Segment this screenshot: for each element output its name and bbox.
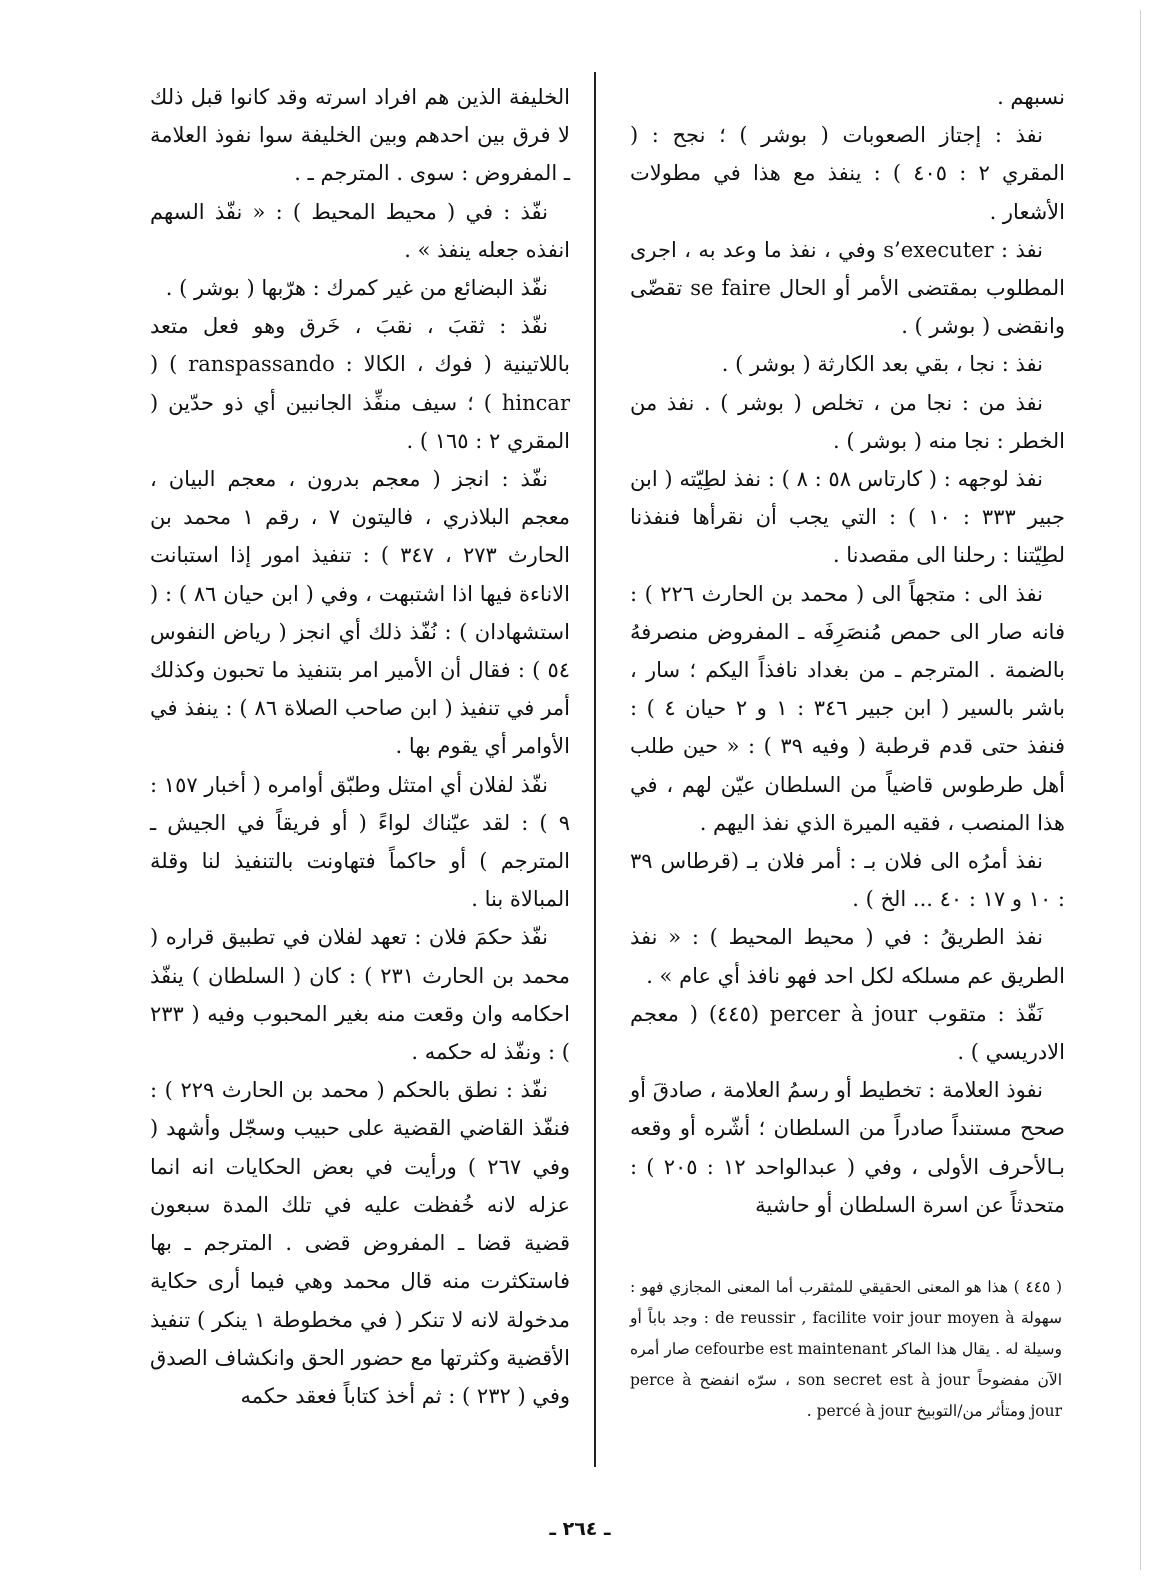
entry-paragraph: نفذ : نجا ، بقي بعد الكارثة ( بوشر ) . xyxy=(721,352,1043,377)
entry-paragraph: نفّذ لفلان أي امتثل وطبّق أوامره ( أخبار ١٥٧ : ٩ ) : لقد عيّناك لواءً ( أو فريقاً في الجيش ـ المترجم ) أو حاكماً فتهاونت بالتنفيذ لنا وقلة المبالاة بنا . xyxy=(150,772,570,912)
entry-paragraph: الخليفة الذين هم افراد اسرته وقد كانوا قبل ذلك لا فرق بين احدهم وبين الخليفة سوا نفوذ العلامة ـ المفروض : سوى . المترجم ـ . xyxy=(150,85,570,186)
footnote-text: ( ٤٤٥ ) هذا هو المعنى الحقيقي للمثقرب أما المعنى المجازي فهو : سهولة de reussir , facilite voir jour moyen à : وجد باباً أو وسيلة له . يقال هذا الماكر cefourbe est maintenant صار أمره الآن مفضوحاً son secret est à jour ، سرّه انفضح perce à jour ومتأثر من/التوبيخ percé à jour . xyxy=(630,1278,1063,1420)
entry-paragraph: نفذ : إجتاز الصعوبات ( بوشر ) ؛ نجح : ( المقري ٢ : ٤٠٥ ) : ينفذ مع هذا في مطولات الأشعار . xyxy=(630,123,1065,224)
footnote xyxy=(630,1272,1062,1427)
entry-paragraph: نفذ : s’executer وفي ، نفذ ما وعد به ، اجرى المطلوب بمقتضى الأمر أو الحال se faire تقضّى وانقضى ( بوشر ) . xyxy=(630,237,1065,339)
left-text-column xyxy=(150,78,570,1415)
entry-paragraph: نفّذ : ثقبَ ، نقبَ ، خَرق وهو فعل متعد باللاتينية ( فوك ، الكالا : ranspassando ) ( hincar ) ؛ سيف منفِّذ الجانبين أي ذو حدّين ( المقري ٢ : ١٦٥ ) . xyxy=(150,314,570,453)
entry-paragraph: نفذ الى : متجهاً الى ( محمد بن الحارث ٢٢٦ ) : فانه صار الى حمص مُنصَرِفَه ـ المفروض منصرفهُ بالضمة . المترجم ـ من بغداد نافذاً اليكم ؛ سار ، باشر بالسير ( ابن جبير ٣٤٦ : ١ و ٢ حيان ٤ ) : فنفذ حتى قدم قرطبة ( وفيه ٣٩ ) : « حين طلب أهل طرطوس قاضياً من السلطان عيّن لهم ، في هذا المنصب ، فقيه الميرة الذي نفذ اليهم . xyxy=(630,581,1066,835)
entry-paragraph: نفذ الطريقُ : في ( محيط المحيط ) : « نفذ الطريق عم مسلكه لكل احد فهو نافذ أي عام » . xyxy=(630,925,1065,988)
entry-paragraph: نسبهم . xyxy=(997,85,1065,109)
entry-paragraph: نفوذ العلامة : تخطيط أو رسمُ العلامة ، صادقَ أو صحح مستنداً صادراً من السلطان ؛ أشّره أو وقعه بـالأحرف الأولى ، وفي ( عبدالواحد ١٢ : ٢٠٥ ) : متحدثاً عن اسرة السلطان أو حاشية xyxy=(630,1078,1065,1217)
page-number: ـ ٢٦٤ ـ xyxy=(549,1518,611,1540)
entry-paragraph: نفّذ : نطق بالحكم ( محمد بن الحارث ٢٢٩ ) : فنفّذ القاضي القضية على حبيب وسجّل وأشهد ( وفي ٢٦٧ ) ورأيت في بعض الحكايات انه انما عزله لانه خُفظت عليه في تلك المدة سبعون قضية قضا ـ المفروض قضى . المترجم ـ بها فاستكثرت منه قال محمد وهي فيما أرى حكاية مدخولة لانه لا تنكر ( في مخطوطة ١ ينكر ) تنفيذ الأقضية وكثرتها مع حضور الحق وانكشاف الصدق وفي ( ٢٣٢ ) : ثم أخذ كتاباً فعقد حكمه xyxy=(150,1078,571,1408)
entry-paragraph: نفذ من : نجا من ، تخلص ( بوشر ) . نفذ من الخطر : نجا منه ( بوشر ) . xyxy=(630,390,1065,453)
entry-paragraph: نفذ أمرُه الى فلان بـ : أمر فلان بـ (قرطاس ٣٩ : ١٠ و ١٧ : ٤٠ ... الخ ) . xyxy=(630,849,1065,912)
entry-paragraph: نفذ لوجهه : ( كارتاس ٥٨ : ٨ ) : نفذ لطِيّته ( ابن جبير ٣٣٣ : ١٠ ) : التي يجب أن نقرأها فنفذنا لطِيّتنا : رحلنا الى مقصدنا . xyxy=(630,467,1065,568)
entry-paragraph: نفّذ حكمَ فلان : تعهد لفلان في تطبيق قراره ( محمد بن الحارث ٢٣١ ) : كان ( السلطان ) ينفّذ احكامه وان وقعت منه بغير المحبوب وفيه ( ٢٣٣ ) : ونفّذ له حكمه . xyxy=(150,925,571,1065)
entry-paragraph: نفّذ : في ( محيط المحيط ) : « نفّذ السهم انفذه جعله ينفذ » . xyxy=(150,199,570,262)
page-edge-line xyxy=(1140,10,1141,1570)
entry-paragraph: نفّذ : انجز ( معجم بدرون ، معجم البيان ، معجم البلاذري ، فاليتون ٧ ، رقم ١ محمد بن الحارث ٢٧٣ ، ٣٤٧ ) : تنفيذ امور إذا استبانت الاناءة فيها اذا اشتبهت ، وفي ( ابن حيان ٨٦ ) : ( استشهادان ) : نُفّذ ذلك أي انجز ( رياض النفوس ٥٤ ) : فقال أن الأمير امر بتنفيذ ما تحبون وكذلك أمر في تنفيذ ( ابن صاحب الصلاة ٨٦ ) : ينفذ في الأوامر أي يقوم بها . xyxy=(150,467,570,759)
column-divider xyxy=(594,72,596,1467)
entry-paragraph: نفّذ البضائع من غير كمرك : هرّبها ( بوشر ) . xyxy=(165,276,548,301)
right-text-column xyxy=(630,78,1065,1224)
entry-paragraph: نَفّذ : متقوب percer à jour (٤٤٥) ( معجم الادريسي ) . xyxy=(630,1001,1065,1065)
